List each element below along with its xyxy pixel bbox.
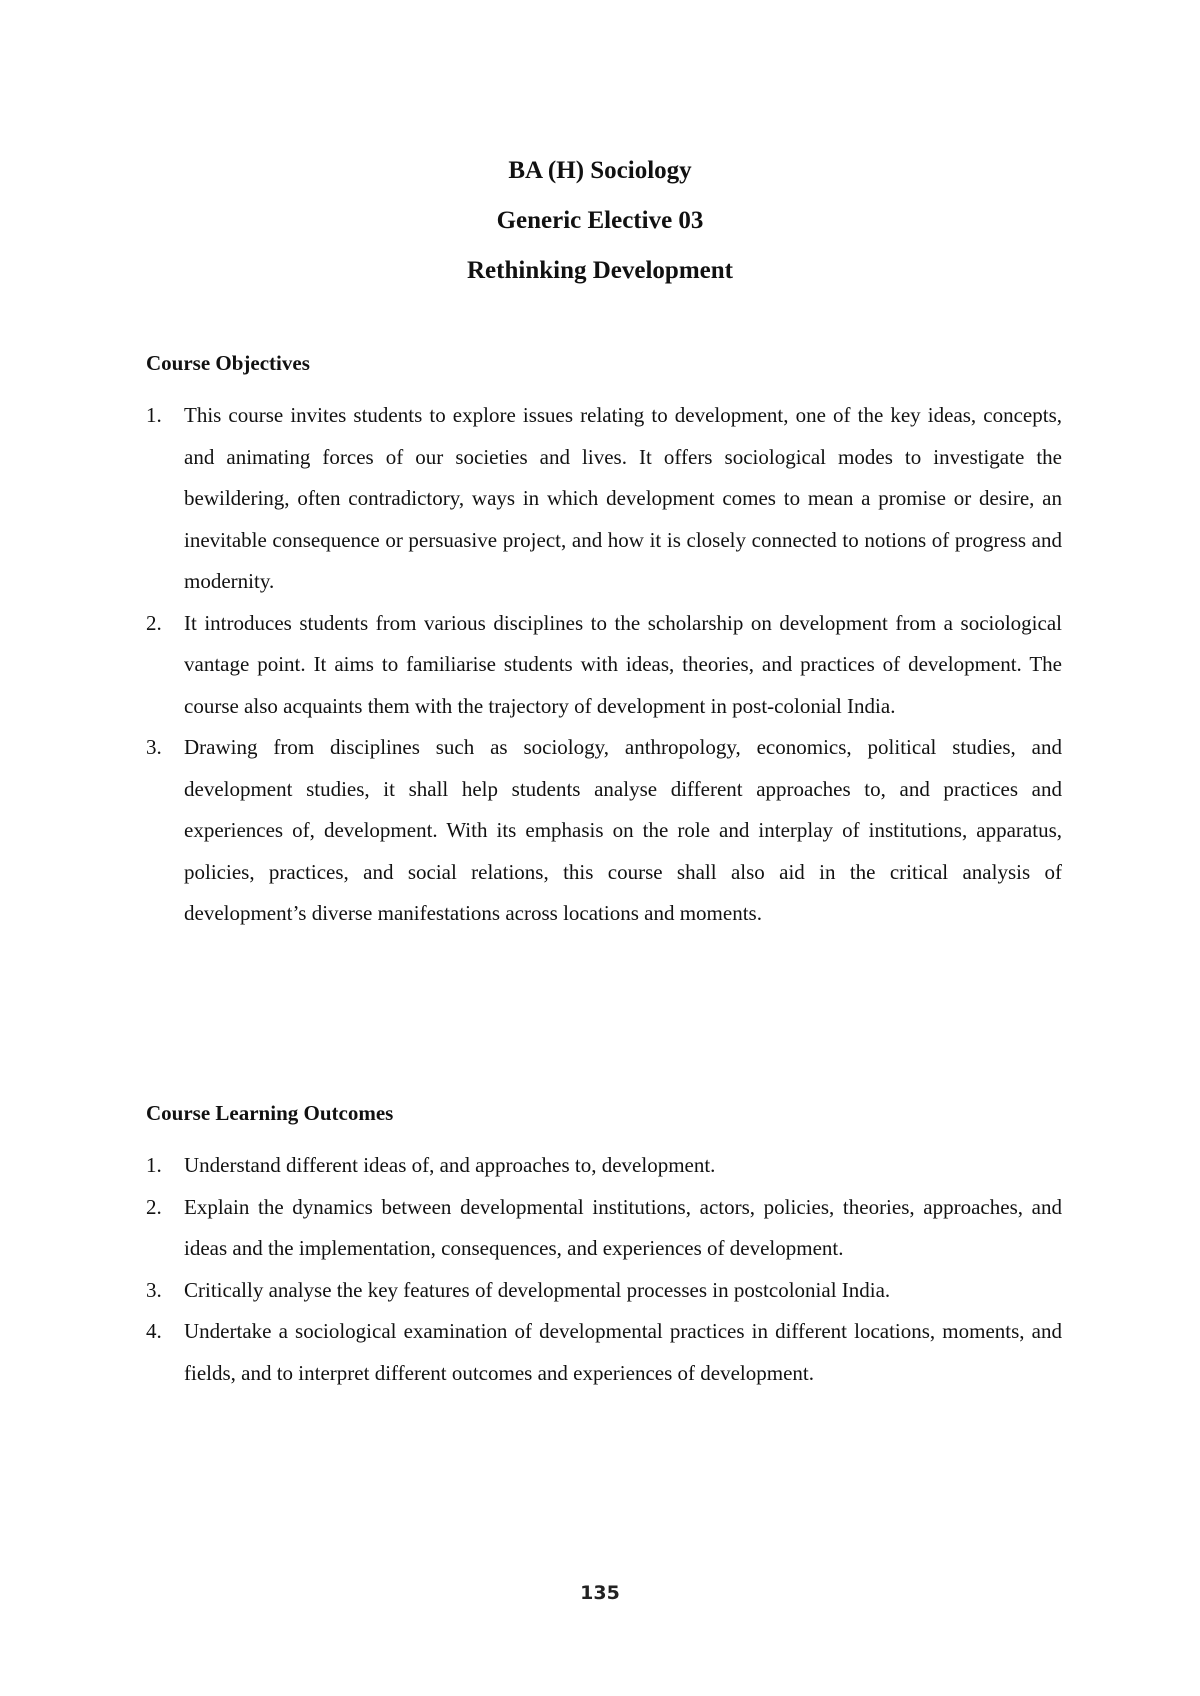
outcomes-list [146, 1145, 1062, 1394]
list-item [146, 395, 1062, 603]
list-item-text: Understand different ideas of, and approaches to, development. [184, 1153, 716, 1177]
list-item-text: It introduces students from various disciplines to the scholarship on development from a sociological vantage point. It aims to familiarise students with ideas, theories, and practices of development. The course also acquaints them with the trajectory of development in post-colonial India. [184, 610, 1062, 718]
list-item-number: 1. [146, 403, 162, 427]
program-title: BA (H) Sociology [508, 157, 692, 184]
elective-title: Generic Elective 03 [496, 207, 704, 234]
list-item [146, 603, 1062, 728]
list-item-text: Critically analyse the key features of developmental processes in postcolonial India. [184, 1277, 891, 1302]
list-item-text: Explain the dynamics between developmental institutions, actors, policies, theories, approaches, and ideas and the implementation, consequences, and experiences of development. [184, 1194, 1062, 1260]
page-number: 135 [580, 1582, 620, 1604]
list-item-text: This course invites students to explore issues relating to development, one of the key ideas, concepts, and animating forces of our societies and lives. It offers sociological modes to investigate the bewildering, often contradictory, ways in which development comes to mean a promise or desire, an inevitable consequence or persuasive project, and how it is closely connected to notions of progress and modernity. [184, 403, 1062, 593]
list-item-number: 2. [146, 610, 162, 635]
list-item-text: Undertake a sociological examination of developmental practices in different locations, moments, and fields, and to interpret different outcomes and experiences of development. [184, 1319, 1062, 1385]
objectives-list [146, 395, 1062, 935]
objectives-heading: Course Objectives [146, 351, 310, 375]
list-item [146, 1311, 1062, 1394]
list-item [146, 1145, 1062, 1187]
list-item [146, 727, 1062, 935]
course-title: Rethinking Development [467, 257, 733, 284]
list-item-text: Drawing from disciplines such as sociology, anthropology, economics, political studies, and development studies, it shall help students analyse different approaches to, and practices and experiences of, development. With its emphasis on the role and interplay of institutions, apparatus, policies, practices, and social relations, this course shall also aid in the critical analysis of development’s diverse manifestations across locations and moments. [184, 735, 1062, 925]
list-item-number: 3. [146, 735, 162, 759]
list-item-number: 4. [146, 1319, 162, 1343]
list-item [146, 1187, 1062, 1270]
list-item [146, 1270, 1062, 1312]
list-item-number: 2. [146, 1194, 162, 1219]
list-item-number: 3. [146, 1277, 162, 1302]
title-block [0, 146, 1200, 296]
outcomes-heading: Course Learning Outcomes [146, 1101, 394, 1125]
list-item-number: 1. [146, 1153, 162, 1177]
